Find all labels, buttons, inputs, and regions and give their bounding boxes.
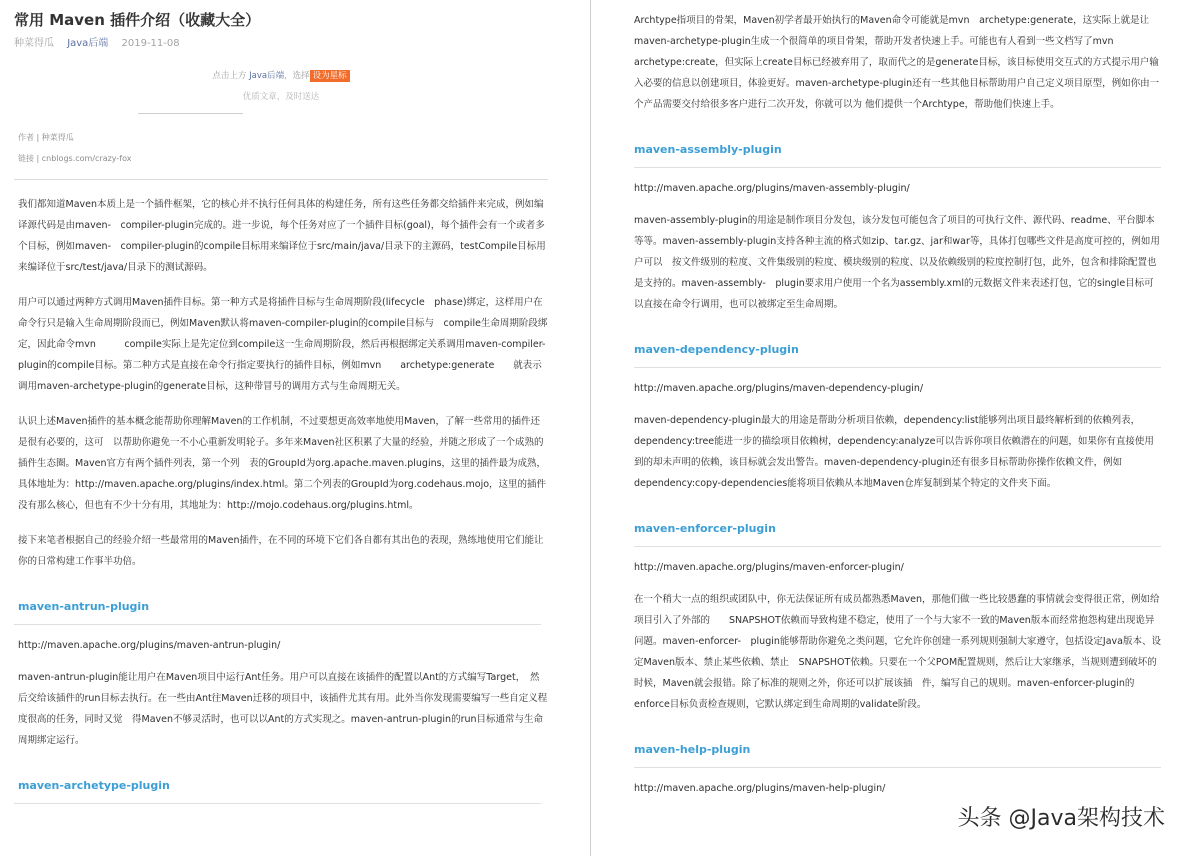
article-title: 常用 Maven 插件介绍（收藏大全） (14, 11, 261, 29)
promo-channel-link[interactable]: Java后端 (249, 71, 285, 81)
enforcer-rule (634, 546, 1161, 547)
column-divider (590, 0, 591, 856)
intro-paragraph: 我们都知道Maven本质上是一个插件框架，它的核心并不执行任何具体的构建任务，所有这些任务都交给插件来完成，例如编译源代码是由maven- compiler-plugin完成的。进一步说，每个任务对应了一个插件目标(goal)，每个插件会有一个或者多个目标，例如maven- compiler-plugin的compile目标用来编译位于src/main/java/目录下的主源码，testCompile目标用来编译位于src/test/java/目录下的测试源码。 (18, 199, 546, 273)
author-name: 种菜得瓜 (14, 38, 54, 49)
set-star-badge[interactable]: 设为星标 (310, 70, 350, 82)
antrun-description: maven-antrun-plugin能让用户在Maven项目中运行Ant任务。用户可以直接在该插件的配置以Ant的方式编写Target， 然后交给该插件的run目标去执行。在一些由Ant往Maven迁移的项目中，该插件尤其有用。此外当你发现需要编写一些自定义程度很高的任务，同时又觉 得Maven不够灵活时，也可以以Ant的方式实现之。maven-antrun-plugin的run目标通常与生命周期绑定运行。 (18, 672, 548, 746)
archetype-rule (14, 803, 541, 804)
dependency-url[interactable]: http://maven.apache.org/plugins/maven-dependency-plugin/ (634, 383, 924, 394)
antrun-url[interactable]: http://maven.apache.org/plugins/maven-antrun-plugin/ (18, 640, 281, 651)
help-heading: maven-help-plugin (634, 743, 751, 756)
left-column (0, 0, 590, 856)
archetype-heading: maven-archetype-plugin (18, 779, 170, 792)
author-line: 作者 | 种菜得瓜 (18, 133, 74, 142)
archetype-description: Archtype指项目的骨架，Maven初学者最开始执行的Maven命令可能就是mvn archetype:generate，这实际上就是让maven-archetype-plugin生成一个很简单的项目骨架，帮助开发者快速上手。可能也有人看到一些文档写了mvn archetype:create，但实际上create目标已经被弃用了，取而代之的是generate目标，该目标使用交互式的方式提示用户输入必要的信息以创建项目，体验更好。maven-archetype-plugin还有一些其他目标帮助用户自己定义项目原型，例如你由一个产品需要交付给很多客户进行二次开发，你就可以为 他们提供一个Archtype，帮助他们快速上手。 (634, 15, 1160, 110)
right-column (600, 0, 1187, 856)
promo-prefix: 点击上方 (212, 71, 247, 81)
header-divider (14, 179, 548, 180)
promo-divider (138, 113, 243, 114)
overview-paragraph: 接下来笔者根据自己的经验介绍一些最常用的Maven插件，在不同的环境下它们各自都有其出色的表现，熟练地使用它们能让你的日常构建工作事半功倍。 (18, 535, 544, 567)
publish-date: 2019-11-08 (121, 38, 180, 49)
antrun-rule (14, 624, 541, 625)
follow-promo (14, 69, 548, 83)
promo-mid: ，选择 (284, 71, 310, 81)
source-watermark: 头条 @Java架构技术 (957, 806, 1165, 831)
assembly-description: maven-assembly-plugin的用途是制作项目分发包，该分发包可能包含了项目的可执行文件、源代码、readme、平台脚本等等。maven-assembly-plugin支持各种主流的格式如zip、tar.gz、jar和war等，具体打包哪些文件是高度可控的，例如用户可以 按文件级别的粒度、文件集级别的粒度、模块级别的粒度、以及依赖级别的粒度控制打包，此外，包含和排除配置也是支持的。maven-assembly- plugin要求用户使用一个名为assembly.xml的元数据文件来表述打包，它的single目标可以直接在命令行调用，也可以被绑定至生命周期。 (634, 215, 1160, 310)
source-link-line: 链接 | cnblogs.com/crazy-fox (18, 154, 132, 163)
help-rule (634, 767, 1161, 768)
assembly-url[interactable]: http://maven.apache.org/plugins/maven-assembly-plugin/ (634, 183, 910, 194)
promo-subtitle: 优质文章，及时送达 (242, 92, 320, 102)
dependency-description: maven-dependency-plugin最大的用途是帮助分析项目依赖，dependency:list能够列出项目最终解析到的依赖列表，dependency:tree能进一步的描绘项目依赖树，dependency:analyze可以告诉你项目依赖潜在的问题，如果你有直接使用到的却未声明的依赖，该目标就会发出警告。maven-dependency-plugin还有很多目标帮助你操作依赖文件，例如dependency:copy-dependencies能将项目依赖从本地Maven仓库复制到某个特定的文件夹下面。 (634, 415, 1154, 489)
assembly-heading: maven-assembly-plugin (634, 143, 782, 156)
enforcer-description: 在一个稍大一点的组织或团队中，你无法保证所有成员都熟悉Maven，那他们做一些比较愚蠢的事情就会变得很正常，例如给项目引入了外部的 SNAPSHOT依赖而导致构建不稳定，使用了一个与大家不一致的Maven版本而经常抱怨构建出现诡异问题。maven-enforcer- plugin能够帮助你避免之类问题，它允许你创建一系列规则强制大家遵守，包括设定Java版本、设定Maven版本、禁止某些依赖、禁止 SNAPSHOT依赖。只要在一个父POM配置规则，然后让大家继承，当规则遭到破坏的时候，Maven就会报错。除了标准的规则之外，你还可以扩展该插 件，编写自己的规则。maven-enforcer-plugin的enforce目标负责检查规则，它默认绑定到生命周期的validate阶段。 (634, 594, 1161, 710)
antrun-heading: maven-antrun-plugin (18, 600, 150, 613)
enforcer-heading: maven-enforcer-plugin (634, 522, 776, 535)
assembly-rule (634, 167, 1161, 168)
invocation-paragraph: 用户可以通过两种方式调用Maven插件目标。第一种方式是将插件目标与生命周期阶段(lifecycle phase)绑定，这样用户在命令行只是输入生命周期阶段而已，例如Maven默认将maven-compiler-plugin的compile目标与 compile生命周期阶段绑定，因此命令mvn compile实际上是先定位到compile这一生命周期阶段，然后再根据绑定关系调用maven-compiler-plugin的compile目标。第二种方式是直接在命令行指定要执行的插件目标，例如mvn archetype:generate 就表示调用maven-archetype-plugin的generate目标，这种带冒号的调用方式与生命周期无关。 (18, 297, 548, 392)
channel-link[interactable]: Java后端 (67, 38, 109, 49)
dependency-rule (634, 367, 1161, 368)
help-url[interactable]: http://maven.apache.org/plugins/maven-help-plugin/ (634, 783, 886, 794)
article-meta (14, 37, 548, 51)
ecosystem-paragraph: 认识上述Maven插件的基本概念能帮助你理解Maven的工作机制，不过要想更高效率地使用Maven，了解一些常用的插件还是很有必要的，这可 以帮助你避免一不小心重新发明轮子。多年来Maven社区积累了大量的经验，并随之形成了一个成熟的插件生态圈。Maven官方有两个插件列表，第一个列 表的GroupId为org.apache.maven.plugins，这里的插件最为成熟，具体地址为：http://maven.apache.org/plugins/index.html。第二个列表的GroupId为org.codehaus.mojo，这里的插件没有那么核心，但也有不少十分有用，其地址为：http://mojo.codehaus.org/plugins.html。 (18, 416, 547, 511)
dependency-heading: maven-dependency-plugin (634, 343, 799, 356)
enforcer-url[interactable]: http://maven.apache.org/plugins/maven-enforcer-plugin/ (634, 562, 904, 573)
